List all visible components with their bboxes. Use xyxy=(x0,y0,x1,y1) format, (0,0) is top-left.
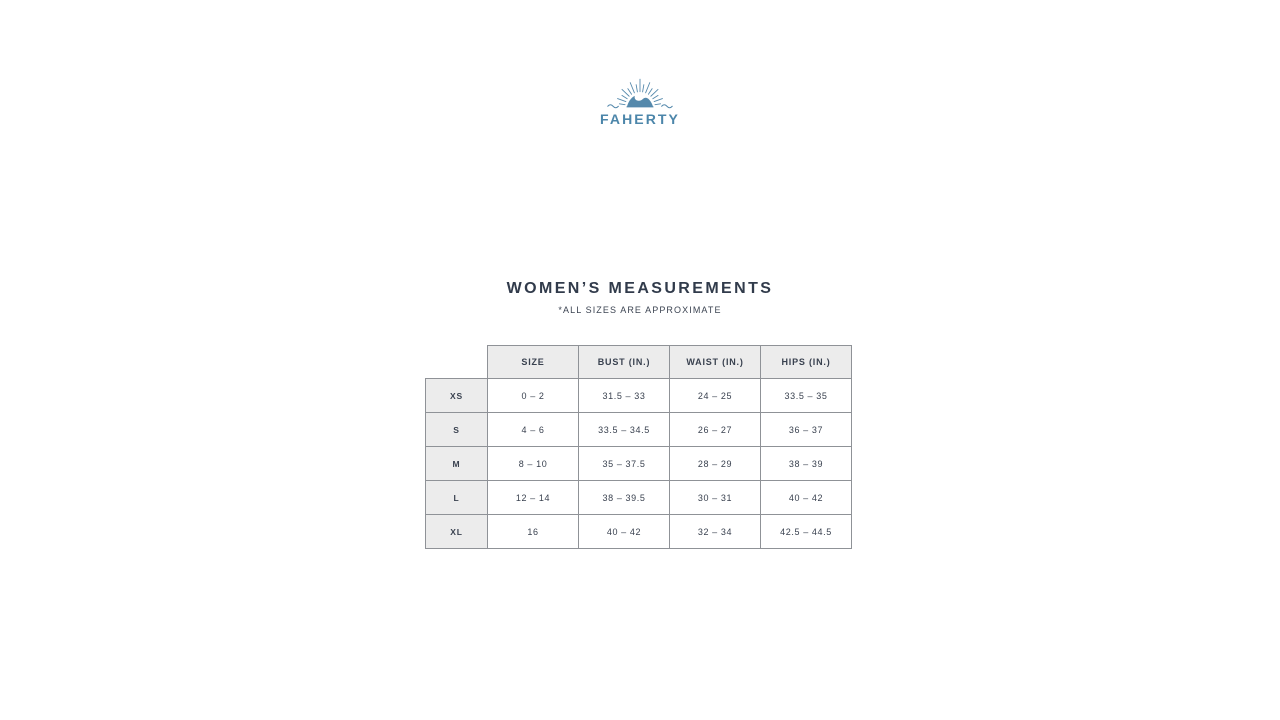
brand-wordmark: FAHERTY xyxy=(600,110,680,126)
cell-bust: 33.5 – 34.5 xyxy=(579,413,670,447)
cell-waist: 32 – 34 xyxy=(670,515,761,549)
cell-bust: 40 – 42 xyxy=(579,515,670,549)
cell-hips: 33.5 – 35 xyxy=(761,379,852,413)
cell-size: 12 – 14 xyxy=(488,481,579,515)
cell-size: 8 – 10 xyxy=(488,447,579,481)
table-header-row xyxy=(426,346,852,379)
cell-bust: 31.5 – 33 xyxy=(579,379,670,413)
corner-cell xyxy=(426,346,488,379)
table-row-xl xyxy=(426,515,852,549)
cell-waist: 24 – 25 xyxy=(670,379,761,413)
row-label: L xyxy=(426,481,488,515)
column-header-size: SIZE xyxy=(488,346,579,379)
measurements-table xyxy=(425,345,852,549)
column-header-waist: WAIST (IN.) xyxy=(670,346,761,379)
sun-wave-shape xyxy=(627,96,653,107)
column-header-bust: BUST (IN.) xyxy=(579,346,670,379)
sunrise-wave-icon xyxy=(598,74,682,126)
cell-size: 0 – 2 xyxy=(488,379,579,413)
row-label: XS xyxy=(426,379,488,413)
cell-hips: 38 – 39 xyxy=(761,447,852,481)
row-label: M xyxy=(426,447,488,481)
page-subtitle: *ALL SIZES ARE APPROXIMATE xyxy=(558,305,722,315)
column-header-hips: HIPS (IN.) xyxy=(761,346,852,379)
table-row-xs xyxy=(426,379,852,413)
cell-hips: 42.5 – 44.5 xyxy=(761,515,852,549)
cell-waist: 28 – 29 xyxy=(670,447,761,481)
cell-waist: 26 – 27 xyxy=(670,413,761,447)
table-row-s xyxy=(426,413,852,447)
cell-bust: 35 – 37.5 xyxy=(579,447,670,481)
cell-size: 4 – 6 xyxy=(488,413,579,447)
row-label: XL xyxy=(426,515,488,549)
cell-bust: 38 – 39.5 xyxy=(579,481,670,515)
row-label: S xyxy=(426,413,488,447)
cell-hips: 36 – 37 xyxy=(761,413,852,447)
faherty-logo xyxy=(598,74,682,126)
cell-size: 16 xyxy=(488,515,579,549)
cell-hips: 40 – 42 xyxy=(761,481,852,515)
table-row-m xyxy=(426,447,852,481)
table-row-l xyxy=(426,481,852,515)
cell-waist: 30 – 31 xyxy=(670,481,761,515)
page-title: WOMEN’S MEASUREMENTS xyxy=(506,280,774,297)
